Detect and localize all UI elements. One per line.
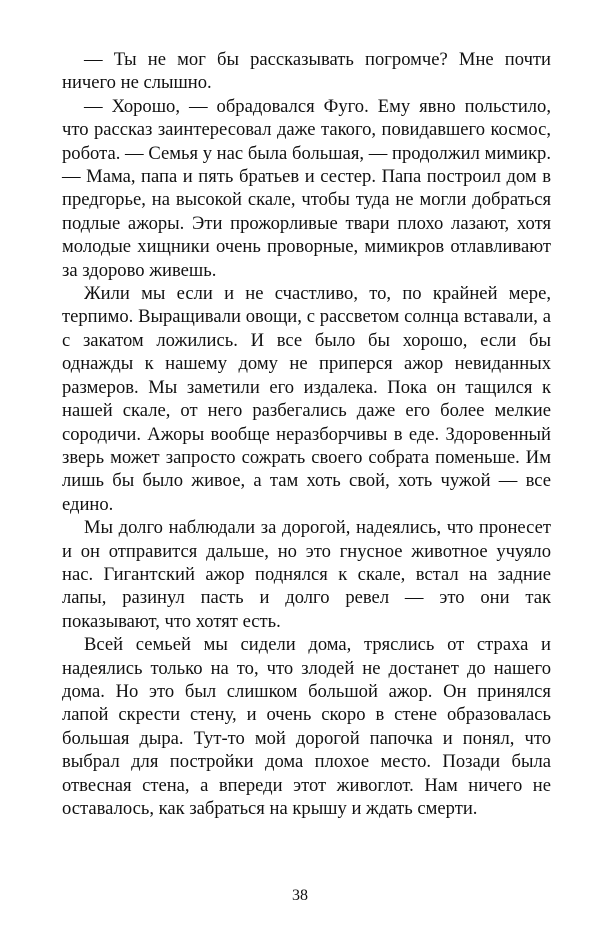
paragraph-2: — Хорошо, — обрадовался Фуго. Ему явно польстило, что рассказ заинтересовал даже такого, повидавшего космос, робота. — Семья у нас была большая, — продолжил мимикр. — Мама, папа и пять братьев и сестер. Папа построил дом в предгорье, на высокой скале, чтобы туда не могли добраться подлые ажоры. Эти прожорливые твари плохо лазают, хотя молодые хищники очень проворные, мимикров отлавливают за здорово живешь. — [62, 95, 551, 281]
page-number: 38 — [292, 887, 308, 904]
paragraph-1: — Ты не мог бы рассказывать погромче? Мне почти ничего не слышно. — [62, 49, 551, 94]
paragraph-5: Всей семьей мы сидели дома, тряслись от страха и надеялись только на то, что злодей не достанет до нашего дома. Но это был слишком большой ажор. Он принялся лапой скрести стену, и очень скоро в стене образовалась большая дыра. Тут-то мой дорогой папочка и понял, что выбрал для постройки дома плохое место. Позади была отвесная стена, а впереди этот живоглот. Нам ничего не оставалось, как забраться на крышу и ждать смерти. — [62, 634, 551, 819]
paragraph-4: Мы долго наблюдали за дорогой, надеялись, что пронесет и он отправится дальше, но это гнусное животное учуяло нас. Гигантский ажор поднялся к скале, встал на задние лапы, разинул пасть и долго ревел — это они так показывают, что хотят есть. — [62, 517, 551, 632]
page-text — [62, 48, 551, 820]
paragraph-3: Жили мы если и не счастливо, то, по крайней мере, терпимо. Выращивали овощи, с рассветом солнца вставали, а с закатом ложились. И все было бы хорошо, если бы однажды к нашему дому не приперся ажор невиданных размеров. Мы заметили его издалека. Пока он тащился к нашей скале, от него разбегались даже его более мелкие сородичи. Ажоры вообще неразборчивы в еде. Здоровенный зверь может запросто сожрать своего собрата поменьше. Им лишь бы было живое, а там хоть свой, хоть чужой — все едино. — [62, 283, 551, 515]
